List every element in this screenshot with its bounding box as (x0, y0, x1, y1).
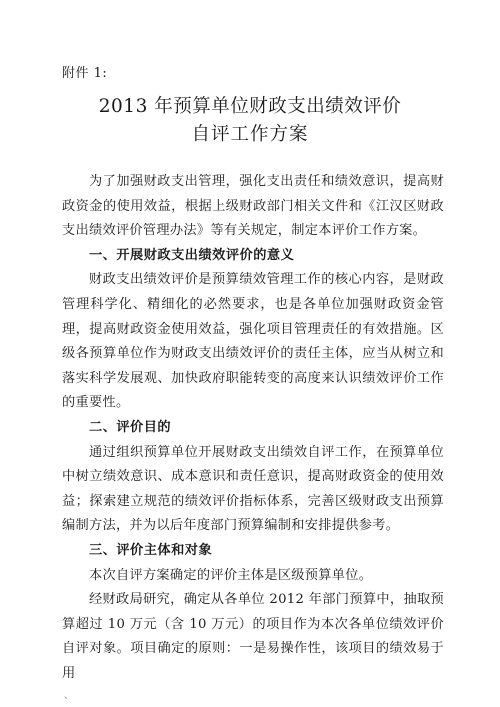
section-heading: 一、开展财政支出绩效评价的意义 (89, 247, 295, 263)
section-paragraph: 通过组织预算单位开展财政支出绩效自评工作，在预算单位中树立绩效意识、成本意识和责任意识，提高财政资金的使用效益；探索建立规范的绩效评价指标体系，完善区级财政支出预算编制方法，并为以后年度部门预算编制和安排提供参考。 (62, 444, 444, 534)
section-paragraph: 财政支出绩效评价是预算绩效管理工作的核心内容，是财政管理科学化、精细化的必然要求，也是各单位加强财政资金管理，提高财政资金使用效益，强化项目管理责任的有效措施。区级各预算单位作为财政支出绩效评价的责任主体，应当从树立和落实科学发展观、加快政府职能转变的高度来认识绩效评价工作的重要性。 (62, 272, 444, 411)
section-paragraph: 经财政局研究，确定从各单位 2012 年部门预算中，抽取预算超过 10 万元（含 10 万元）的项目作为本次各单位绩效评价自评对象。项目确定的原则：一是易操作性，该项目的绩效易于用 (62, 592, 444, 681)
intro-paragraph: 为了加强财政支出管理，强化支出责任和绩效意识，提高财政资金的使用效益，根据上级财政部门相关文件和《江汉区财政支出绩效评价管理办法》等有关规定，制定本评价工作方案。 (62, 174, 444, 239)
document-body (62, 170, 444, 686)
attachment-label: 附件 1: (62, 66, 108, 81)
document-title-line1: 2013 年预算单位财政支出绩效评价 (98, 96, 402, 117)
section-heading: 二、评价目的 (89, 419, 172, 435)
section-heading: 三、评价主体和对象 (89, 542, 213, 558)
document-title-line2: 自评工作方案 (191, 124, 309, 145)
section-paragraph: 本次自评方案确定的评价主体是区级预算单位。 (89, 567, 373, 583)
footer-mark: 、 (64, 691, 74, 701)
